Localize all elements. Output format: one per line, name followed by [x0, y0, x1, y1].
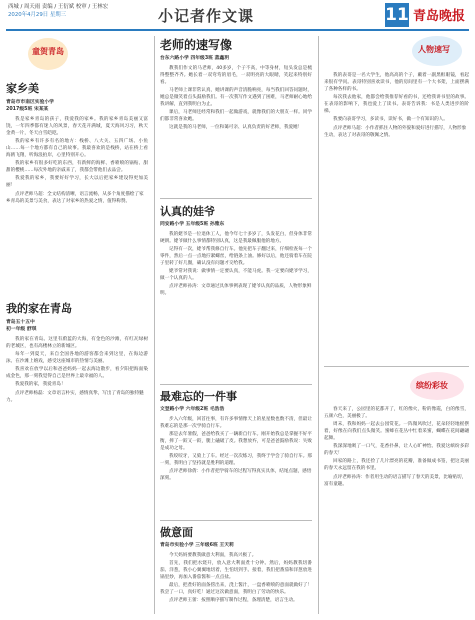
- paragraph: 每年一到夏天，来自全国各地的游客都会来到这里，在海边游泳、在沙滩上嬉戏，感受这座城市的热情与美丽。: [6, 352, 148, 364]
- paragraph: 我深深地吸了一口气，花香扑鼻，让人心旷神怡。我爱这缤纷多彩的春天！: [324, 444, 469, 456]
- paragraph: 首先，我们把水烧开，放入意大利面煮十分钟。然后，妈妈教我切番茄、洋葱，我小心翼翼地切着，生怕切到手。接着，我们把番茄和洋葱放进锅里炒，再加入番茄酱和一点点盐。: [160, 561, 312, 580]
- article-body: [6, 336, 148, 388]
- paragraph: 我的家乡有许多有名的地方：栈桥、八大关、五四广场、小鱼山……每一个地方都有自己的故事。我最喜欢的是栈桥，站在桥上看海鸥飞翔，听海浪拍岸，心里特别开心。: [6, 139, 148, 158]
- paragraph: 我咬咬牙，又骑上了车。经过一次次练习，我终于学会了骑自行车。那一刻，我明白了坚持就是胜利的道理。: [160, 454, 312, 466]
- article-body: [324, 72, 469, 123]
- paragraph: 我爱我的家乡，我要好好学习，长大以后把家乡建设得更加美丽！: [6, 176, 148, 188]
- paragraph: 记得有一次，姥爷帮我修自行车。他先把车子翻过来，仔细检查每一个零件，然后一点一点地拧紧螺丝，给链条上油。修好以后，他还骑着车在院子里转了好几圈，确认没有问题才交给我。: [160, 247, 312, 266]
- paragraph: 那是去年暑假，爸爸给我买了一辆新自行车。刚开始我总是掌握不好平衡，摔了一跤又一跤，腿上磕破了皮。我想放弃，可是爸爸鼓励我说：失败是成功之母。: [160, 432, 312, 451]
- paragraph: 步入六年级，回首往事，有许多事情像天上的星星数也数不清，但最让我难忘的是那一次学骑自行车。: [160, 417, 312, 429]
- paragraph: 今天妈妈要教我做意大利面，我高兴极了。: [169, 553, 257, 558]
- article-grandpa: [160, 203, 312, 297]
- article-title: 家乡美: [6, 82, 39, 95]
- article-byline: 文登路小学 六年级2班 毛浩浩: [160, 407, 225, 412]
- article-byline: 台东六路小学 四年级3班 蒸鑫玥: [160, 56, 230, 61]
- badge-childhood: 童贺青岛: [32, 46, 64, 56]
- paragraph: 我的家乡有很多好吃的东西，有新鲜的海鲜、香喷喷的锅贴、甜甜的樱桃……每次外地的亲戚来了，我都会带他们去品尝。: [6, 161, 148, 173]
- article-pasta: [160, 524, 312, 604]
- page-header: [0, 0, 475, 30]
- article-title: 我的家在青岛: [6, 302, 72, 315]
- teacher-comment: 点评老师马超：小作者抓住人物的外貌和爱好进行描写，人物形象生动，表达了对表哥的敬佩之情。: [324, 126, 467, 138]
- newspaper-logo: 青岛晚报: [413, 9, 466, 24]
- article-byline: 同安路小学 五年级5班 孙雅东: [160, 222, 225, 227]
- column-divider: [154, 36, 155, 614]
- column-divider: [318, 36, 319, 614]
- section-divider: [160, 198, 312, 199]
- paragraph: 马老师上课非常认真，她讲课的声音清脆响亮，每当我们回答问题时，她总是微笑着点头鼓励我们。有一次我写作文遇到了困难，马老师耐心地给我讲解，直到我明白为止。: [160, 88, 312, 107]
- badge-person: 人物速写: [418, 44, 450, 54]
- article-byline: 青岛五十五中 初一年级 舒琪: [6, 320, 37, 332]
- paragraph: 每次我去他家，他都会给我推荐好看的书，还给我讲书里的故事。在表哥的影响下，我也爱上了读书。表哥告诉我：书是人类进步的阶梯。: [324, 95, 469, 114]
- paragraph: 教我们作文的马老师，40多岁，个子不高，中等身材，短头发总是梳得整整齐齐。她长着一双弯弯的眉毛，一双明亮的大眼睛，笑起来特别好看。: [160, 66, 312, 85]
- teacher-comment: 点评老师杨磊：文章语言朴实，感情真挚，写出了青岛的独特魅力。: [6, 391, 144, 403]
- article-spring: [324, 406, 469, 488]
- badge-colorful: 缤纷彩妆: [416, 380, 448, 390]
- column-right: [324, 36, 469, 616]
- section-title: 小记者作文课: [158, 7, 255, 25]
- article-title: 认真的娃爷: [160, 205, 215, 218]
- article-body: [160, 552, 312, 596]
- paragraph: 春天来了，公园里的花都开了，红的像火，粉的像霞，白的像雪，五颜六色，美丽极了。: [324, 407, 469, 419]
- paragraph: 回家的路上，我还捡了几片漂亮的花瓣，准备做成书签，把这美丽的春天永远留在我的书里。: [324, 459, 469, 471]
- paragraph: 这就是我的马老师，一位和蔼可亲、认真负责的好老师，我爱她！: [169, 125, 303, 130]
- article-cousin: [324, 72, 469, 139]
- article-byline: 青岛市市南区实验小学 2017级5班 宋某某: [6, 100, 54, 112]
- column-left: [6, 36, 148, 616]
- article-body: [160, 65, 312, 131]
- article-body: [324, 406, 469, 472]
- article-body: [6, 116, 148, 189]
- article-title: 老师的速写像: [160, 38, 233, 52]
- teacher-comment: 点评老师孙涛：作者用生动的语言描写了春天的美景，比喻贴切，富有童趣。: [324, 475, 467, 487]
- column-middle: [160, 36, 312, 616]
- paragraph: 我的表哥是一名大学生，他高高的个子，戴着一副黑框眼镜，看起来很有学问。表哥特别喜欢读书，他的房间里有一个大书架，上面摆满了各种各样的书。: [324, 73, 469, 92]
- paragraph: 我爱我的家，我爱青岛！: [15, 382, 66, 387]
- article-body: [160, 416, 312, 467]
- paragraph: 最后，把煮好的面条捞出来，浇上酱汁，一盘香喷喷的意面就做好了！我尝了一口，真好吃！通过这次做意面，我明白了劳动的快乐。: [160, 583, 312, 595]
- header-rule: [6, 29, 469, 31]
- article-teacher-sketch: [160, 36, 312, 132]
- paragraph: 我的姥爷是一位退休工人，他今年七十多岁了，头发花白，但身体非常硬朗。姥爷做什么事情都特别认真，这是我最佩服他的地方。: [160, 232, 312, 244]
- section-divider: [160, 520, 312, 521]
- paragraph: 我的家在青岛。这里有蔚蓝的大海，有金色的沙滩，有红瓦绿树的老城区，也有高楼林立的新城区。: [6, 337, 148, 349]
- article-home-qingdao: [6, 300, 148, 404]
- article-body: [160, 231, 312, 282]
- paragraph: 我是家乡青岛的孩子，我爱我的家乡。我的家乡青岛美丽又富饶，一年四季都有迷人的风景，春天花开满城，夏天海风习习，秋天金黄一片，冬天白雪皑皑。: [6, 117, 148, 136]
- teacher-comment: 点评老师王蕾：按照顺序描写制作过程，条理清楚，语言生动。: [169, 598, 298, 603]
- paragraph: 姥爷常对我说：做事情一定要认真，不能马虎。我一定要向姥爷学习，做一个认真的人。: [160, 269, 312, 281]
- article-byline: 青岛市实验小学 三年级6班 王天莉: [160, 543, 234, 548]
- teacher-comment: 点评老师马超：全文结构清晰，语言流畅，从多个角度描绘了家乡青岛的美景与美食，表达了对家乡的热爱之情，值得称赞。: [6, 192, 144, 204]
- page-number: 11: [385, 5, 409, 25]
- article-unforgettable: [160, 388, 312, 482]
- paragraph: 我要向表哥学习，多读书，读好书，做一个有知识的人。: [333, 117, 448, 122]
- article-title: 做意面: [160, 526, 193, 539]
- header-meta: [8, 3, 108, 19]
- section-divider: [160, 384, 312, 385]
- section-divider: [324, 366, 469, 367]
- header-meta-date: 2020年4月29日 星期三: [8, 12, 67, 18]
- paragraph: 课后，马老师还经常和我们一起做游戏，就像我们的大朋友一样。同学们都非常喜欢她。: [160, 110, 312, 122]
- teacher-comment: 点评老师徐倩：小作者把学骑车的过程写得真实具体，结尾点题，感悟深刻。: [160, 469, 312, 481]
- paragraph: 我喜欢在放学以后和爸爸妈妈一起去海边散步，看夕阳把海面染成金色，那一刻我觉得自己是世界上最幸福的人。: [6, 367, 148, 379]
- header-meta-editors: 西城 / 周天雨 责编 / 王衍斌 校审 / 王林宏: [8, 4, 109, 10]
- article-title: 最难忘的一件事: [160, 390, 237, 403]
- paragraph: 周末，我和妈妈一起去公园赏花。一阵微风吹过，花朵轻轻地摇摆着，好像在向我们点头微笑。蜜蜂在花丛中忙着采蜜，蝴蝶在花间翩翩起舞。: [324, 422, 469, 441]
- teacher-comment: 点评老师孙涛：文章通过具体事例表现了姥爷认真的品质，人物形象鲜明。: [160, 284, 312, 296]
- article-hometown: [6, 80, 148, 205]
